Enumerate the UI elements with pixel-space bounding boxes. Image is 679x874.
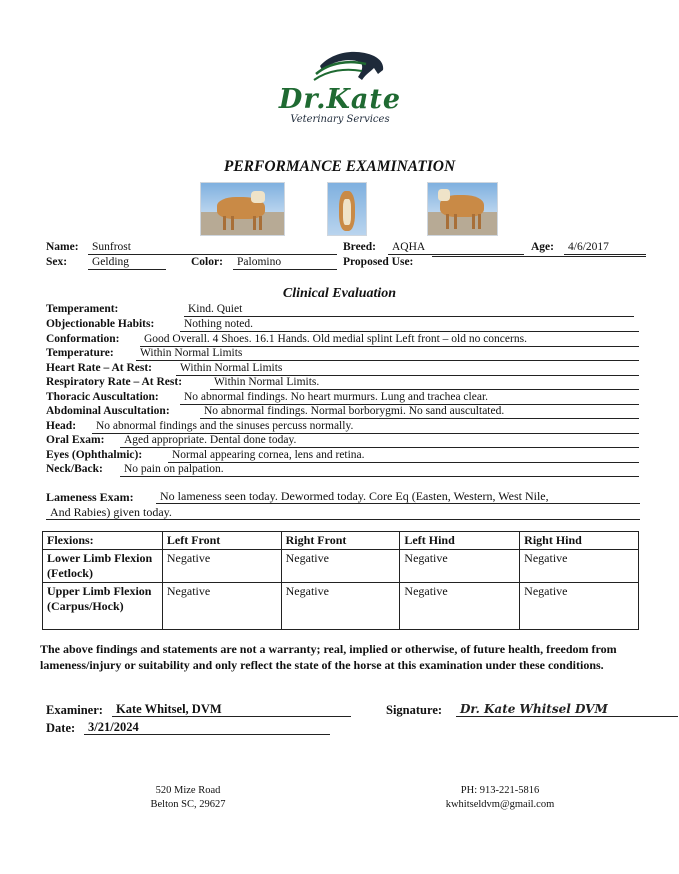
- date-value: 3/21/2024: [84, 721, 330, 735]
- temperature-label: Temperature:: [46, 347, 114, 359]
- age-value: 4/6/2017: [564, 241, 646, 255]
- horse-photo-rear: [427, 182, 498, 236]
- table-cell: Negative: [520, 583, 639, 630]
- oral-exam-label: Oral Exam:: [46, 434, 105, 446]
- table-row-label: Upper Limb Flexion (Carpus/Hock): [43, 583, 163, 630]
- sex-value: Gelding: [88, 256, 166, 270]
- eyes-label: Eyes (Ophthalmic):: [46, 449, 143, 461]
- table-cell: Negative: [400, 550, 520, 583]
- table-cell: Negative: [281, 550, 400, 583]
- color-label: Color:: [191, 256, 223, 268]
- temperament-label: Temperament:: [46, 303, 119, 315]
- table-row: [43, 550, 639, 583]
- thoracic-auscultation-value: No abnormal findings. No heart murmurs. Lung and trachea clear.: [180, 391, 639, 405]
- table-row: [43, 583, 639, 630]
- examiner-label: Examiner:: [46, 703, 103, 717]
- signature-value: Dr. Kate Whitsel DVM: [456, 703, 678, 717]
- breed-value: AQHA: [388, 241, 524, 255]
- footer-contact: [420, 784, 580, 812]
- sex-label: Sex:: [46, 256, 68, 268]
- conformation-value: Good Overall. 4 Shoes. 16.1 Hands. Old medial splint Left front – old no concerns.: [140, 333, 639, 347]
- lameness-label: Lameness Exam:: [46, 490, 134, 504]
- table-header: Flexions:: [43, 532, 163, 550]
- examiner-value: Kate Whitsel, DVM: [112, 703, 351, 717]
- flexions-table: [42, 531, 639, 630]
- heart-rate-value: Within Normal Limits: [176, 362, 639, 376]
- horse-photo-side: [200, 182, 285, 236]
- age-label: Age:: [531, 241, 554, 253]
- abdominal-auscultation-label: Abdominal Auscultation:: [46, 405, 170, 417]
- table-header: Right Hind: [520, 532, 639, 550]
- logo-title: Dr.Kate: [278, 84, 402, 115]
- address-line1: 520 Mize Road: [155, 785, 221, 796]
- phone-number: PH: 913-221-5816: [460, 785, 540, 796]
- respiratory-rate-value: Within Normal Limits.: [210, 376, 639, 390]
- document-title: PERFORMANCE EXAMINATION: [223, 158, 456, 175]
- clinical-evaluation-title: Clinical Evaluation: [282, 286, 397, 301]
- email-address: kwhitseldvm@gmail.com: [445, 799, 555, 810]
- proposed-use-label: Proposed Use:: [343, 256, 414, 268]
- table-header: Left Hind: [400, 532, 520, 550]
- disclaimer-text: The above findings and statements are not a warranty; real, implied or otherwise, of future health, freedom from lameness/injury or suitability and only reflect the state of the horse at this examination under these conditions.: [40, 642, 617, 672]
- name-value: Sunfrost: [88, 241, 337, 255]
- table-cell: Negative: [162, 550, 281, 583]
- table-cell: Negative: [520, 550, 639, 583]
- breed-label: Breed:: [343, 241, 377, 253]
- color-value: Palomino: [233, 256, 337, 270]
- table-cell: Negative: [162, 583, 281, 630]
- lameness-value-line1: No lameness seen today. Dewormed today. Core Eq (Easten, Western, West Nile,: [156, 490, 640, 504]
- abdominal-auscultation-value: No abnormal findings. Normal borborygmi. No sand auscultated.: [200, 405, 639, 419]
- footer-address: [118, 784, 258, 812]
- table-cell: Negative: [400, 583, 520, 630]
- table-row-label: Lower Limb Flexion (Fetlock): [43, 550, 163, 583]
- objectionable-habits-label: Objectionable Habits:: [46, 318, 155, 330]
- neck-back-label: Neck/Back:: [46, 463, 103, 475]
- name-label: Name:: [46, 241, 79, 253]
- conformation-label: Conformation:: [46, 333, 120, 345]
- head-label: Head:: [46, 420, 77, 432]
- temperature-value: Within Normal Limits: [136, 347, 639, 361]
- table-header: Right Front: [281, 532, 400, 550]
- eyes-value: Normal appearing cornea, lens and retina.: [168, 449, 639, 463]
- objectionable-habits-value: Nothing noted.: [180, 318, 639, 332]
- thoracic-auscultation-label: Thoracic Auscultation:: [46, 391, 159, 403]
- head-value: No abnormal findings and the sinuses percuss normally.: [92, 420, 639, 434]
- respiratory-rate-label: Respiratory Rate – At Rest:: [46, 376, 183, 388]
- date-label: Date:: [46, 721, 76, 735]
- table-header: Left Front: [162, 532, 281, 550]
- address-line2: Belton SC, 29627: [150, 799, 226, 810]
- table-header-row: [43, 532, 639, 550]
- table-cell: Negative: [281, 583, 400, 630]
- neck-back-value: No pain on palpation.: [120, 463, 639, 477]
- clinic-logo: [270, 44, 410, 136]
- temperament-value: Kind. Quiet: [184, 303, 634, 317]
- proposed-use-value: [432, 256, 646, 257]
- logo-subtitle: Veterinary Services: [290, 114, 390, 125]
- horse-photo-front: [327, 182, 367, 236]
- heart-rate-label: Heart Rate – At Rest:: [46, 362, 153, 374]
- lameness-value-line2: And Rabies) given today.: [46, 506, 640, 520]
- signature-label: Signature:: [386, 703, 443, 717]
- oral-exam-value: Aged appropriate. Dental done today.: [120, 434, 639, 448]
